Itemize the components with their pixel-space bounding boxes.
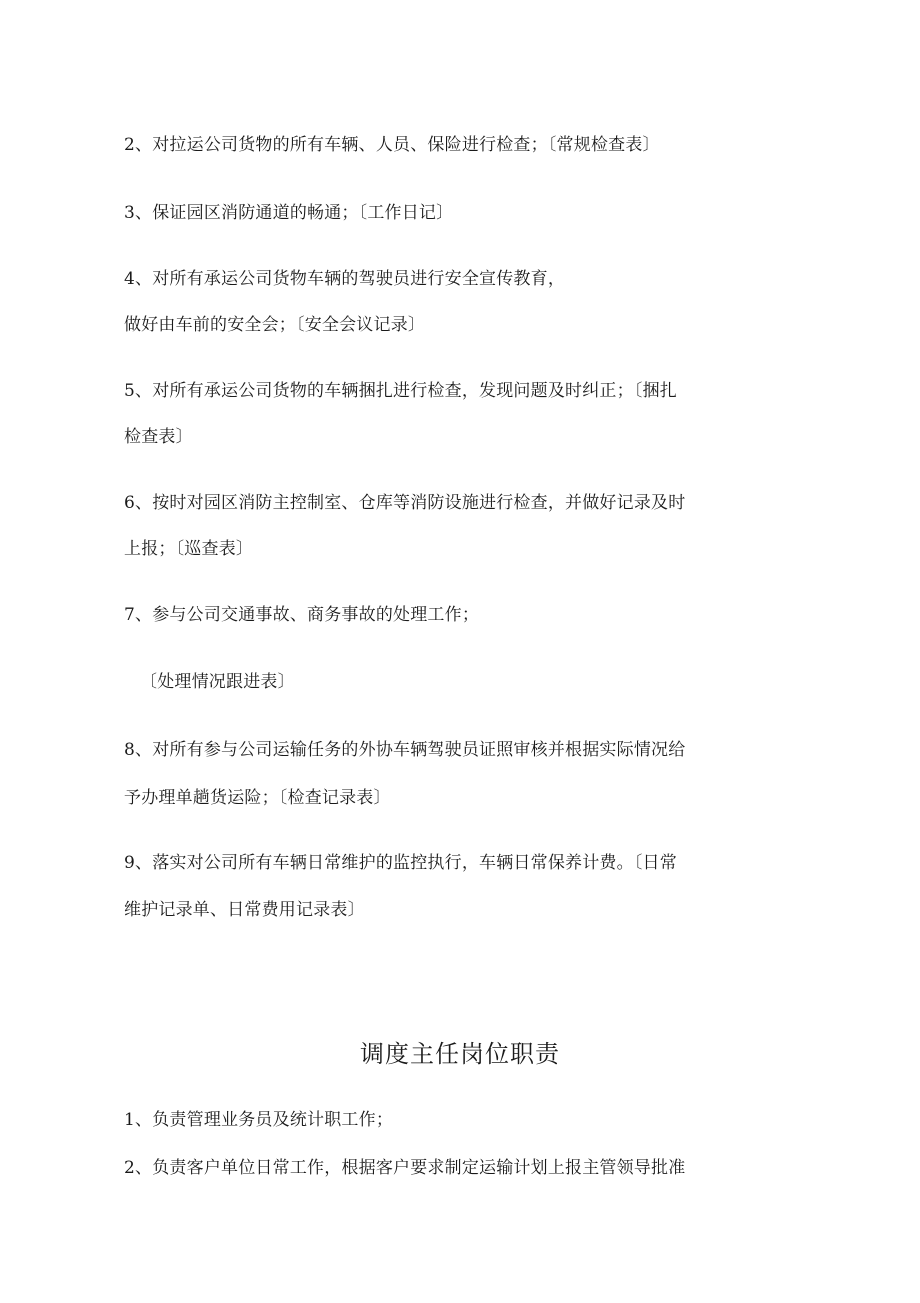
duty-item-5-line-1: 5、对所有承运公司货物的车辆捆扎进行检查，发现问题及时纠正；〔捆扎	[124, 381, 677, 401]
dispatch-item-2: 2、负责客户单位日常工作，根据客户要求制定运输计划上报主管领导批准	[124, 1158, 686, 1178]
duty-item-7: 7、参与公司交通事故、商务事故的处理工作；	[124, 605, 480, 625]
duty-item-8-line-2: 予办理单趟货运险；〔检查记录表〕	[124, 788, 391, 808]
duty-item-7-form: 〔处理情况跟进表〕	[140, 672, 295, 692]
duty-item-5-line-2: 检查表〕	[124, 427, 193, 447]
section-title: 调度主任岗位职责	[360, 1040, 560, 1068]
duty-item-6-line-1: 6、按时对园区消防主控制室、仓库等消防设施进行检查，并做好记录及时	[124, 493, 686, 513]
dispatch-item-1: 1、负责管理业务员及统计职工作；	[124, 1110, 394, 1130]
duty-item-4-line-2: 做好由车前的安全会；〔安全会议记录〕	[124, 315, 426, 335]
duty-item-6-line-2: 上报；〔巡查表〕	[124, 539, 254, 559]
duty-item-9-line-2: 维护记录单、日常费用记录表〕	[124, 900, 365, 920]
duty-item-9-line-1: 9、落实对公司所有车辆日常维护的监控执行，车辆日常保养计费。〔日常	[124, 853, 677, 873]
duty-item-2: 2、对拉运公司货物的所有车辆、人员、保险进行检查；〔常规检查表〕	[124, 135, 660, 155]
duty-item-4-line-1: 4、对所有承运公司货物车辆的驾驶员进行安全宣传教育，	[124, 269, 566, 289]
duty-item-3: 3、保证园区消防通道的畅通；〔工作日记〕	[124, 203, 454, 223]
duty-item-8-line-1: 8、对所有参与公司运输任务的外协车辆驾驶员证照审核并根据实际情况给	[124, 740, 686, 760]
